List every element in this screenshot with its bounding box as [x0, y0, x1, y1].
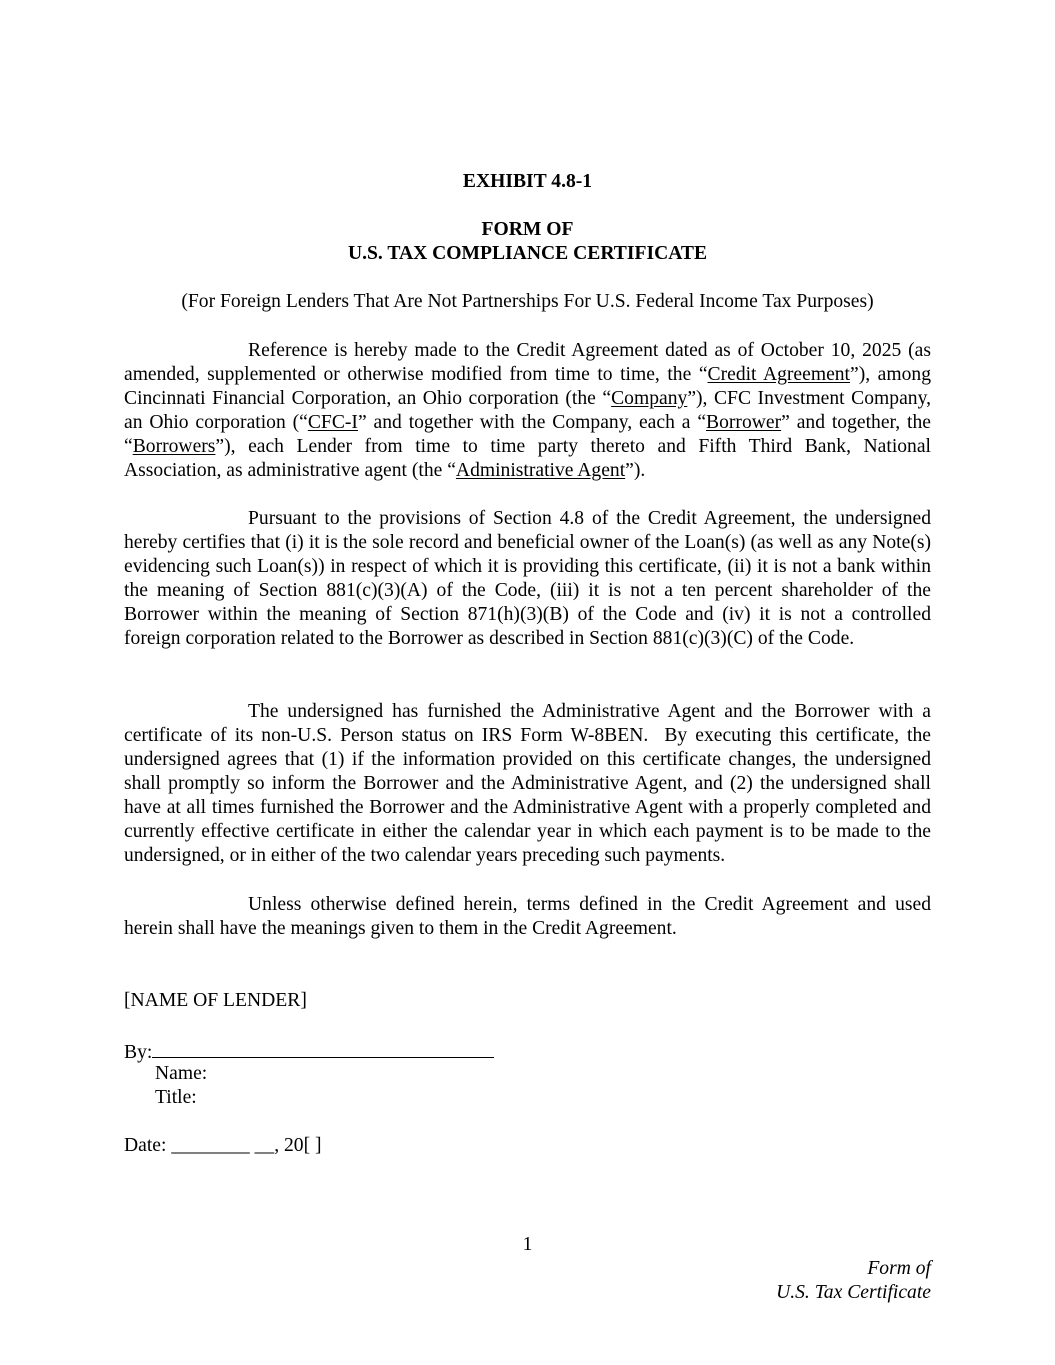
text-fragment: ” and together, the “	[124, 412, 931, 457]
defined-term-credit-agreement: Credit Agreement	[707, 364, 851, 385]
footer	[776, 1257, 931, 1305]
paragraph-furnished: The undersigned has furnished the Administrative Agent and the Borrower with a certificate of its non-U.S. Person status on IRS Form W-8BEN. By executing this certificate, the undersigned agrees that (1) if the information provided on this certificate changes, the undersigned shall promptly so inform the Borrower and the Administrative Agent, and (2) the undersigned shall have at all times furnished the Borrower and the Administrative Agent with a properly completed and currently effective certificate in either the calendar year in which each payment is to be made to the undersigned, or in either of the two calendar years preceding such payments.	[124, 701, 931, 866]
paragraph-certification: Pursuant to the provisions of Section 4.8 of the Credit Agreement, the undersigned hereby certifies that (i) it is the sole record and beneficial owner of the Loan(s) (as well as any Note(s) evidencing such Loan(s)) in respect of which it is providing this certificate, (ii) it is not a bank within the meaning of Section 881(c)(3)(A) of the Code, (iii) it is not a ten percent shareholder of the Borrower within the meaning of Section 871(h)(3)(B) of the Code and (iv) it is not a controlled foreign corporation related to the Borrower as described in Section 881(c)(3)(C) of the Code.	[124, 508, 931, 649]
title-label: Title:	[155, 1087, 197, 1108]
defined-term-administrative-agent: Administrative Agent	[455, 460, 626, 481]
signature-line	[124, 1038, 931, 1065]
defined-term-borrowers: Borrowers	[132, 436, 216, 457]
text-fragment: ”), among Cincinnati Financial Corporation, an Ohio corporation (the “	[124, 364, 931, 409]
exhibit-heading: EXHIBIT 4.8-1	[462, 171, 593, 192]
document-page	[124, 0, 931, 1365]
form-title	[124, 218, 931, 266]
subtitle: (For Foreign Lenders That Are Not Partnerships For U.S. Federal Income Tax Purposes)	[181, 291, 874, 312]
paragraph-reference	[124, 339, 931, 483]
certificate-title: U.S. TAX COMPLIANCE CERTIFICATE	[347, 243, 708, 264]
text-fragment: Reference is hereby made to the Credit Agreement dated as of October 10, 2025 (as amended, supplemented or otherwise modified from time to time, the “	[124, 340, 931, 385]
by-label: By:	[124, 1042, 153, 1063]
date-line: Date: ________ __, 20[ ]	[124, 1135, 322, 1156]
footer-line-1: Form of	[867, 1258, 931, 1279]
text-fragment: ” and together with the Company, each a “	[357, 412, 707, 433]
defined-term-cfci: CFC-I	[307, 412, 358, 433]
defined-term-company: Company	[611, 388, 688, 409]
lender-name-placeholder: [NAME OF LENDER]	[124, 990, 307, 1011]
text-fragment: ”), each Lender from time to time party thereto and Fifth Third Bank, National Association, as administrative agent (the “	[124, 436, 931, 481]
text-fragment: ”).	[625, 460, 646, 481]
form-of-line: FORM OF	[481, 219, 574, 240]
page-number: 1	[522, 1234, 533, 1255]
text-fragment: ”), CFC Investment Company, an Ohio corporation (“	[124, 388, 931, 433]
signature-rule	[152, 1038, 494, 1058]
defined-term-borrower: Borrower	[706, 412, 782, 433]
paragraph-definitions: Unless otherwise defined herein, terms defined in the Credit Agreement and used herein shall have the meanings given to them in the Credit Agreement.	[124, 894, 931, 939]
name-label: Name:	[155, 1063, 208, 1084]
footer-line-2: U.S. Tax Certificate	[776, 1282, 931, 1303]
